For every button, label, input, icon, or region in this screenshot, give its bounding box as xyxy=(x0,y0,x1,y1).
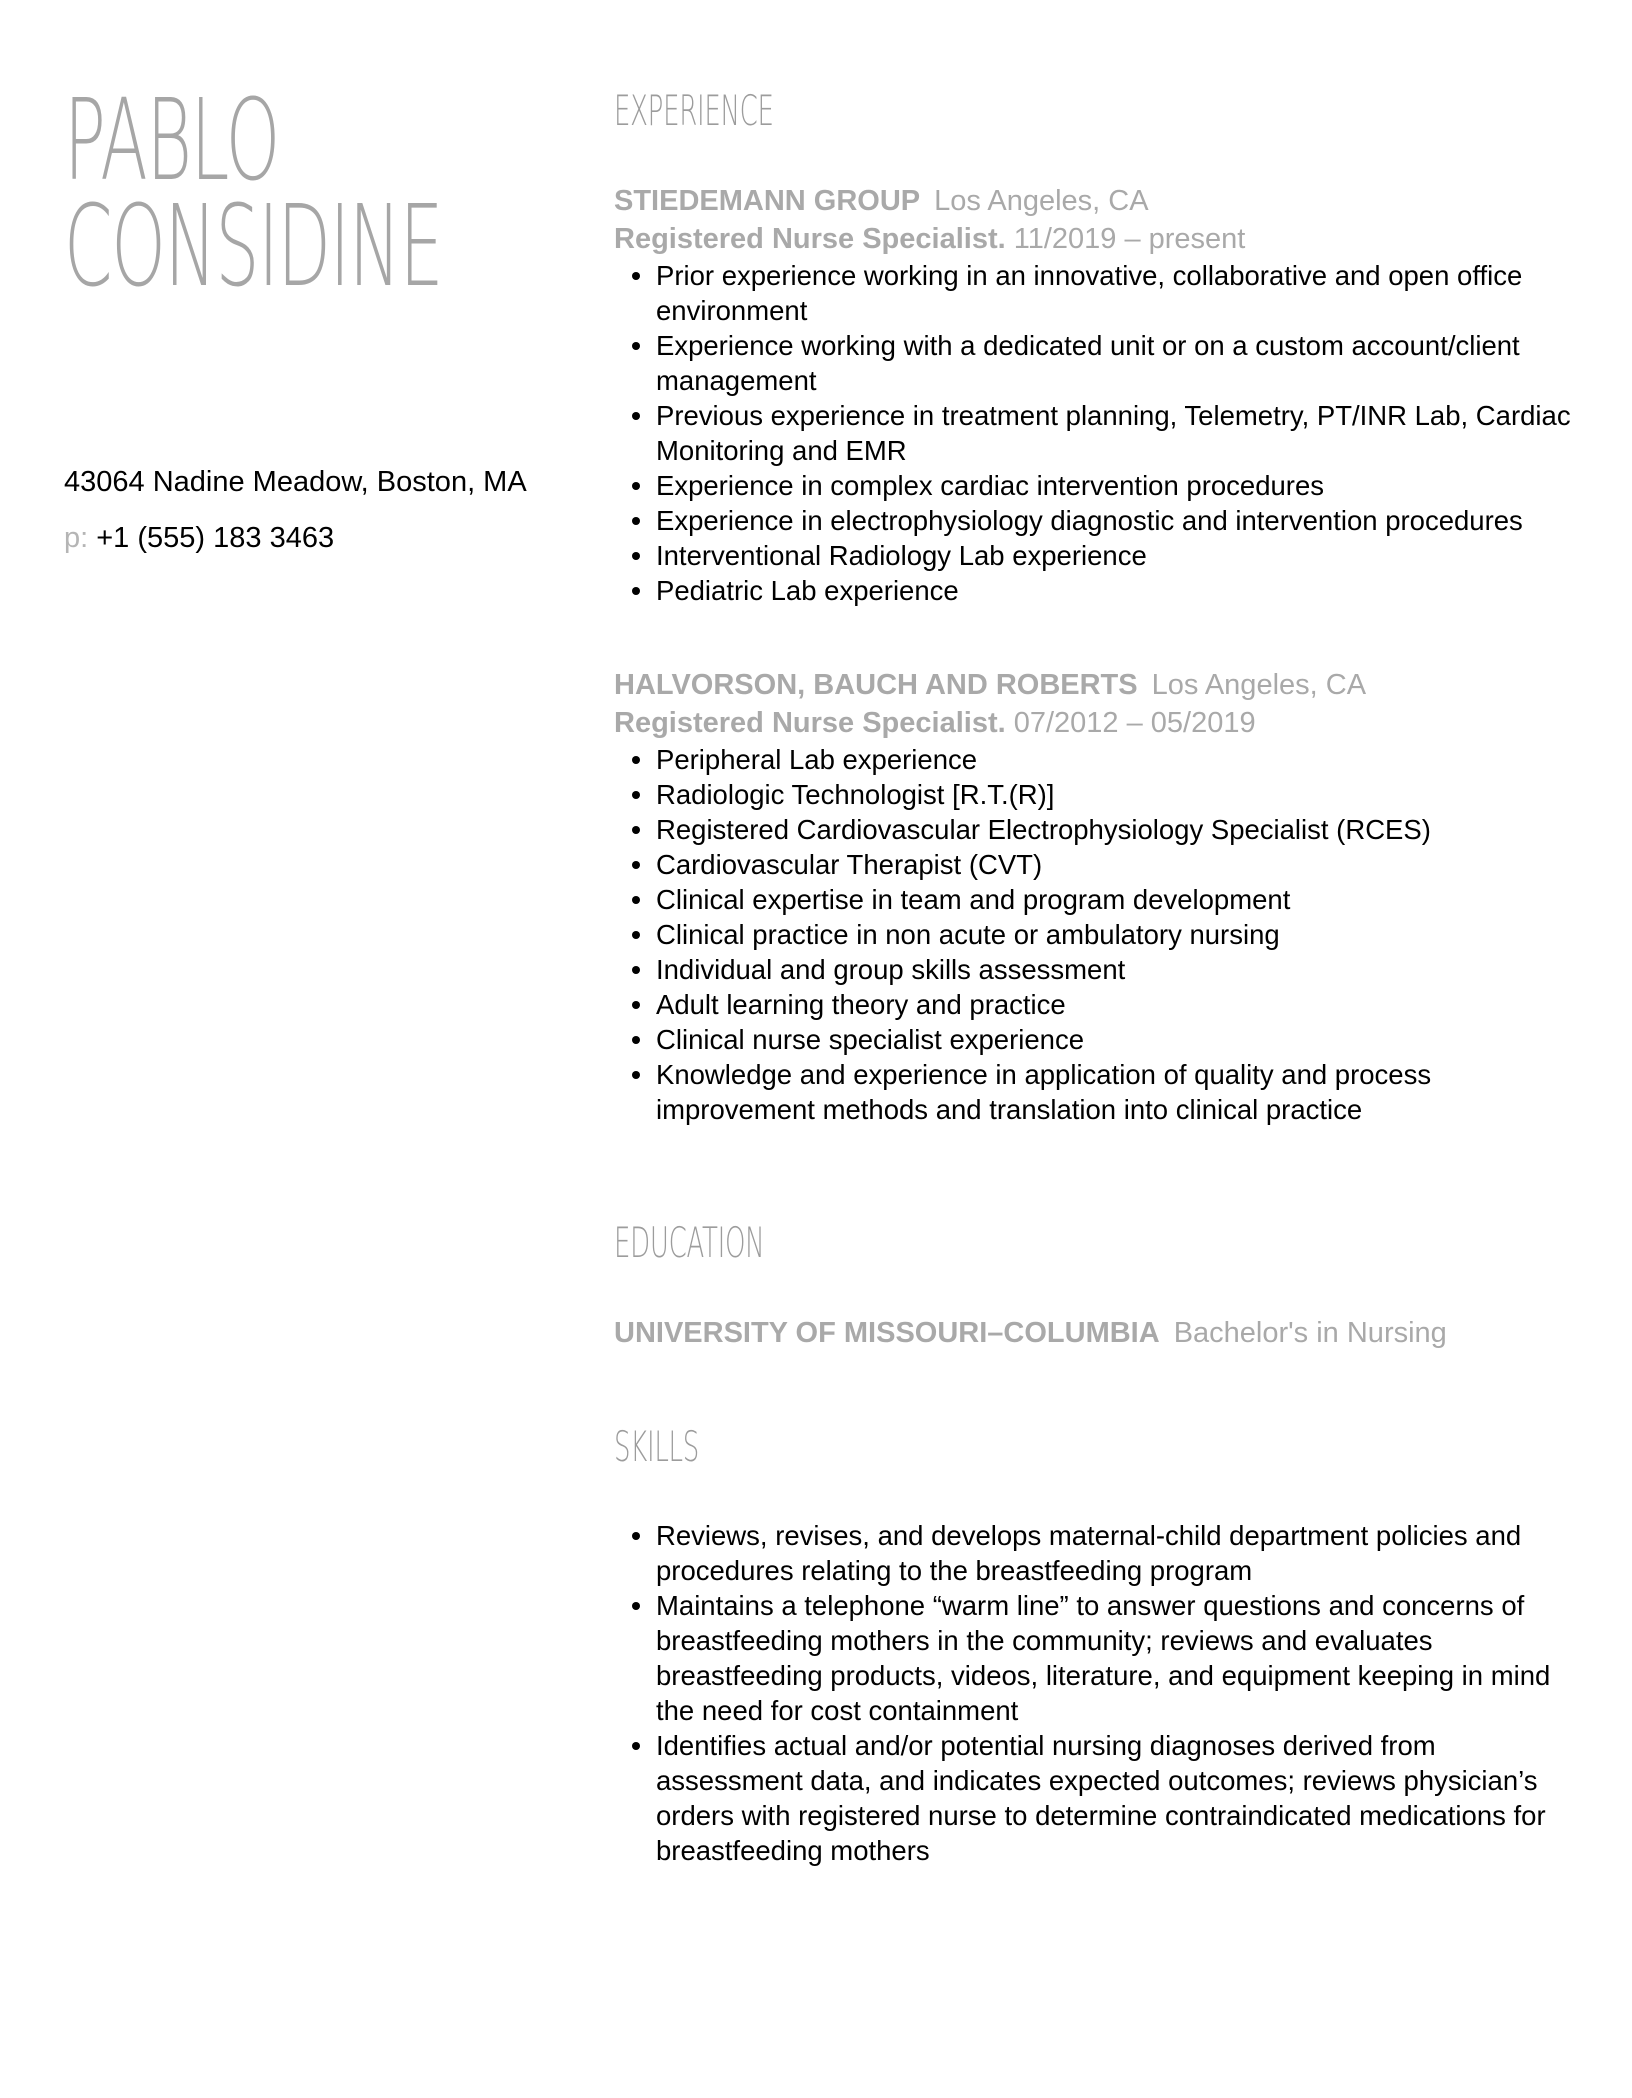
first-name: PABLO xyxy=(64,76,280,206)
job-company-line xyxy=(614,666,1574,704)
list-item: Clinical nurse specialist experience xyxy=(656,1022,1574,1057)
skills-list xyxy=(614,1518,1574,1868)
list-item: Maintains a telephone “warm line” to answer questions and concerns of breastfeeding mothers in the community; reviews and evaluates breastfeeding products, videos, literature, and equipment keeping in mind the need for cost containment xyxy=(656,1588,1574,1728)
job-role: Registered Nurse Specialist. xyxy=(614,223,1006,255)
address: 43064 Nadine Meadow, Boston, MA xyxy=(64,466,527,498)
list-item: Experience in electrophysiology diagnostic and intervention procedures xyxy=(656,503,1574,538)
phone-label: p: xyxy=(64,522,89,554)
education-line xyxy=(614,1314,1574,1352)
job-role-line xyxy=(614,220,1574,258)
list-item: Experience working with a dedicated unit or on a custom account/client management xyxy=(656,328,1574,398)
job-bullet-list xyxy=(614,742,1574,1127)
list-item: Individual and group skills assessment xyxy=(656,952,1574,987)
job-dates: 07/2012 – 05/2019 xyxy=(1013,707,1256,739)
degree: Bachelor's in Nursing xyxy=(1173,1317,1447,1349)
job-entry xyxy=(614,182,1574,608)
list-item: Radiologic Technologist [R.T.(R)] xyxy=(656,777,1574,812)
job-company-line xyxy=(614,182,1574,220)
list-item: Peripheral Lab experience xyxy=(656,742,1574,777)
list-item: Registered Cardiovascular Electrophysiology Specialist (RCES) xyxy=(656,812,1574,847)
list-item: Knowledge and experience in application of quality and process improvement methods and translation into clinical practice xyxy=(656,1057,1574,1127)
job-dates: 11/2019 – present xyxy=(1013,223,1246,255)
experience-heading: EXPERIENCE xyxy=(614,86,774,135)
phone-number: +1 (555) 183 3463 xyxy=(96,522,335,554)
job-entry xyxy=(614,666,1574,1127)
list-item: Previous experience in treatment planning, Telemetry, PT/INR Lab, Cardiac Monitoring and EMR xyxy=(656,398,1574,468)
name-block xyxy=(64,76,564,312)
company-name: STIEDEMANN GROUP xyxy=(614,185,921,217)
school-name: UNIVERSITY OF MISSOURI–COLUMBIA xyxy=(614,1317,1160,1349)
job-role: Registered Nurse Specialist. xyxy=(614,707,1006,739)
list-item: Adult learning theory and practice xyxy=(656,987,1574,1022)
company-location: Los Angeles, CA xyxy=(934,185,1149,217)
list-item: Prior experience working in an innovative, collaborative and open office environment xyxy=(656,258,1574,328)
last-name: CONSIDINE xyxy=(64,182,443,312)
list-item: Experience in complex cardiac intervention procedures xyxy=(656,468,1574,503)
list-item: Reviews, revises, and develops maternal-child department policies and procedures relating to the breastfeeding program xyxy=(656,1518,1574,1588)
list-item: Cardiovascular Therapist (CVT) xyxy=(656,847,1574,882)
skills-entry xyxy=(614,1518,1574,1868)
phone-line xyxy=(64,522,334,555)
list-item: Clinical expertise in team and program development xyxy=(656,882,1574,917)
education-heading: EDUCATION xyxy=(614,1218,765,1267)
list-item: Pediatric Lab experience xyxy=(656,573,1574,608)
skills-heading: SKILLS xyxy=(614,1422,699,1471)
company-location: Los Angeles, CA xyxy=(1151,669,1367,701)
job-bullet-list xyxy=(614,258,1574,608)
company-name: HALVORSON, BAUCH AND ROBERTS xyxy=(614,669,1138,701)
list-item: Interventional Radiology Lab experience xyxy=(656,538,1574,573)
job-role-line xyxy=(614,704,1574,742)
education-entry xyxy=(614,1314,1574,1352)
list-item: Identifies actual and/or potential nursing diagnoses derived from assessment data, and indicates expected outcomes; reviews physician’s orders with registered nurse to determine contraindicated medications for breastfeeding mothers xyxy=(656,1728,1574,1868)
list-item: Clinical practice in non acute or ambulatory nursing xyxy=(656,917,1574,952)
